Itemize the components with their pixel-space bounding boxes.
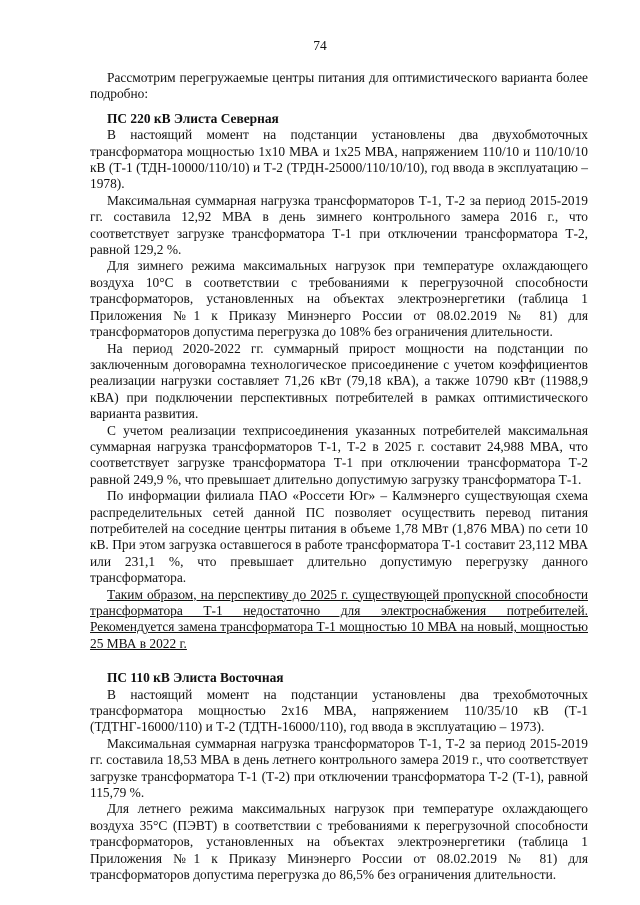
paragraph: В настоящий момент на подстанции установлены два двухобмоточных трансформатора мощностью 1х10 МВА и 1х25 МВА, напряжением 110/10 и 110/10/10 кВ (Т-1 (ТДН-10000/110/10) и Т-2 (ТРДН-25000/110/10/10), год ввода в эксплуатацию – 1978).: [90, 127, 588, 192]
paragraph: Максимальная суммарная нагрузка трансформаторов Т-1, Т-2 за период 2015-2019 гг. составила 18,53 МВА в день летнего контрольного замера 2019 г., что соответствует загрузке трансформатора Т-1 (Т-2) при отключении трансформатора Т-2 (Т-1), равной 115,79 %.: [90, 735, 588, 801]
paragraph: По информации филиала ПАО «Россети Юг» – Калмэнерго существующая схема распределительных сетей данной ПС позволяет осуществить перевод питания потребителей на соседние центры питания в объеме 1,78 МВт (1,876 МВА) по сети 10 кВ. При этом загрузка оставшегося в работе трансформатора Т-1 составит 23,112 МВА или 231,1 %, что превышает длительно допустимую перегрузку данного трансформатора.: [90, 488, 588, 586]
document-body: [90, 70, 588, 884]
section-heading-elista-vostochnaya: ПС 110 кВ Элиста Восточная: [107, 670, 284, 686]
paragraph: В настоящий момент на подстанции установлены два трехобмоточных трансформатора мощностью 2х16 МВА, напряжением 110/35/10 кВ (Т-1 (ТДТНГ-16000/110) и Т-2 (ТДТН-16000/110), год ввода в эксплуатацию – 1973).: [90, 686, 588, 735]
conclusion-paragraph: Таким образом, на перспективу до 2025 г. существующей пропускной способности трансформатора Т-1 недостаточно для электроснабжения потребителей. Рекомендуется замена трансформатора Т-1 мощностью 10 МВА на новый, мощностью 25 МВА в 2022 г.: [90, 586, 588, 651]
paragraph: Максимальная суммарная нагрузка трансформаторов Т-1, Т-2 за период 2015-2019 гг. составила 12,92 МВА в день зимнего контрольного замера 2016 г., что соответствует загрузке трансформатора Т-1 при отключении трансформатора Т-2, равной 129,2 %.: [90, 192, 588, 258]
paragraph: С учетом реализации техприсоединения указанных потребителей максимальная суммарная нагрузка трансформаторов Т-1, Т-2 в 2025 г. составит 24,988 МВА, что соответствует загрузке трансформатора Т-1 при отключении трансформатора Т-2 равной 249,9 %, что превышает длительно допустимую загрузку трансформатора Т-1.: [90, 422, 588, 487]
paragraph: Для летнего режима максимальных нагрузок при температуре охлаждающего воздуха 35°С (ПЭВТ) в соответствии с требованиями к перегрузочной способности трансформаторов, установленных на объектах электроэнергетики (таблица 1 Приложения №1 к Приказу Минэнерго России от 08.02.2019 № 81) для трансформаторов допустима перегрузка до 86,5% без ограничения длительности.: [90, 801, 588, 883]
paragraph: Для зимнего режима максимальных нагрузок при температуре охлаждающего воздуха 10°С в соответствии с требованиями к перегрузочной способности трансформаторов, установленных на объектах электроэнергетики (таблица 1 Приложения №1 к Приказу Минэнерго России от 08.02.2019 № 81) для трансформаторов допустима перегрузка до 108% без ограничения длительности.: [90, 258, 588, 340]
page-number: 74: [313, 38, 327, 53]
intro-paragraph: Рассмотрим перегружаемые центры питания для оптимистического варианта более подробно:: [90, 70, 588, 102]
section-heading-elista-severnaya: ПС 220 кВ Элиста Северная: [107, 110, 279, 126]
paragraph: На период 2020-2022 гг. суммарный прирост мощности на подстанции по заключенным договорамна технологическое присоединение с учетом коэффициентов реализации нагрузки составляет 71,26 кВт (79,18 кВА), а также 10790 кВт (11988,9 кВА) при подключении перспективных потребителей в рамках оптимистического варианта развития.: [90, 340, 588, 422]
